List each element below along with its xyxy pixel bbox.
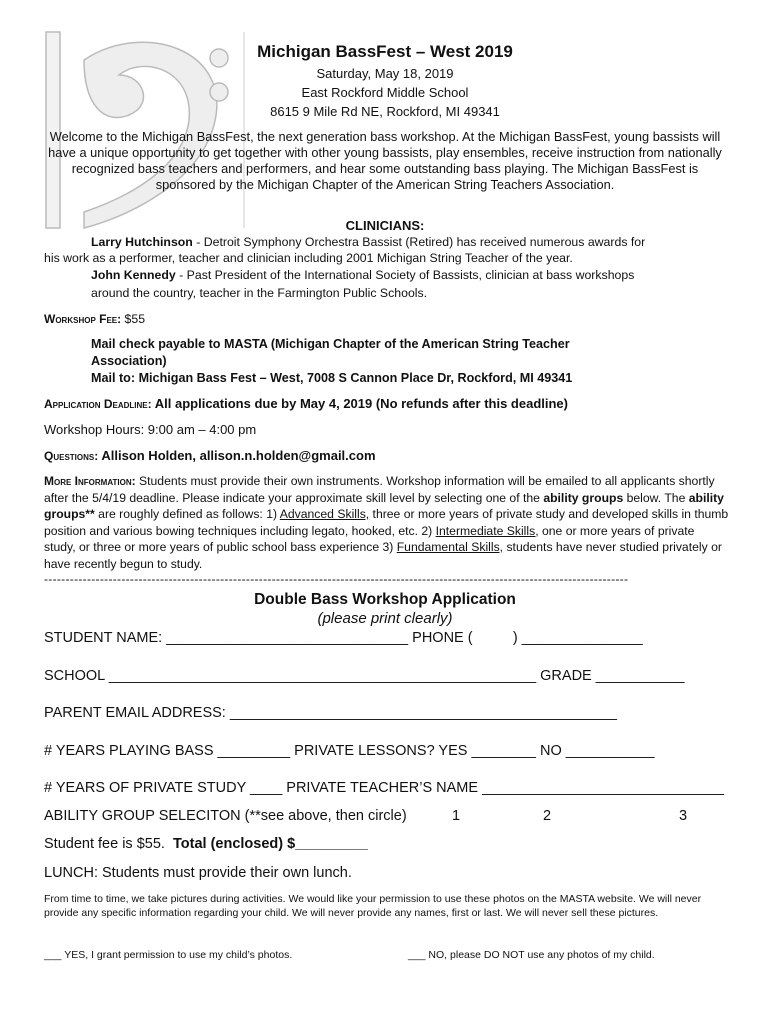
workshop-hours: Workshop Hours: 9:00 am – 4:00 pm — [44, 422, 257, 437]
lunch-notice: LUNCH: Students must provide their own lunch. — [44, 865, 352, 881]
mail-check-line-2: Association) — [91, 354, 167, 368]
total-enclosed-field[interactable]: Total (enclosed) $_________ — [172, 836, 368, 852]
ability-group-label: ABILITY GROUP SELECITON (**see above, then circle) — [44, 808, 407, 824]
student-fee-line — [44, 836, 368, 852]
school-field[interactable]: SCHOOL _____________________________________________________ GRADE ___________ — [44, 668, 685, 684]
more-info-text: one or more years of private study, or three or more years of public school bass experience 3) — [44, 523, 695, 554]
workshop-fee-value: $55 — [121, 312, 146, 326]
ability-option-1[interactable]: 1 — [452, 808, 461, 824]
student-name-field[interactable]: STUDENT NAME: ______________________________ PHONE ( ) _______________ — [44, 630, 643, 646]
questions — [44, 448, 376, 464]
more-info-text: are roughly defined as follows: 1) — [94, 507, 280, 521]
mail-to: Mail to: Michigan Bass Fest – West, 7008 S Cannon Place Dr, Rockford, MI 49341 — [91, 371, 573, 385]
ability-option-2[interactable]: 2 — [543, 808, 552, 824]
photo-permission-notice: From time to time, we take pictures during activities. We would like your permission to use these photos on the MASTA website. We will never provide any specific information regarding your child. We will never provide any names, first or last. We will never sell these pictures. — [44, 893, 702, 919]
intermediate-skills-term: Intermediate Skills, — [435, 523, 539, 538]
more-info-text: three or more years of private study and developed skills in thumb position and various bowing techniques including legato, hooked, etc. 2) — [44, 507, 729, 538]
parent-email-field[interactable]: PARENT EMAIL ADDRESS: ________________________________________________ — [44, 705, 617, 721]
application-deadline — [44, 396, 568, 412]
ability-groups-term: ability groups — [543, 490, 624, 505]
clinician-1-name: Larry Hutchinson — [91, 235, 193, 249]
questions-contact: Allison Holden, allison.n.holden@gmail.com — [98, 448, 376, 463]
more-info-text: Students must provide their own instruments. Workshop information will be emailed to all applicants shortly after the 5/4/19 deadline. Please indicate your approximate skill level by selecting one of the — [44, 474, 715, 505]
application-subtitle: (please print clearly) — [317, 610, 453, 627]
workshop-fee-label: Workshop Fee: — [44, 312, 122, 326]
questions-label: Questions: — [44, 449, 99, 463]
years-private-field[interactable]: # YEARS OF PRIVATE STUDY ____ PRIVATE TEACHER’S NAME ______________________________ — [44, 780, 725, 796]
deadline-label: Application Deadline: — [44, 397, 152, 411]
fundamental-skills-term: Fundamental Skills, — [396, 540, 504, 554]
cut-line-separator: ---------------------------------------------------------------------------------------------------------------------------------------- — [44, 572, 629, 586]
photo-no-option[interactable]: ___ NO, please DO NOT use any photos of my child. — [408, 949, 655, 961]
event-venue: East Rockford Middle School — [301, 85, 469, 100]
clinician-2-line-2: around the country, teacher in the Farmington Public Schools. — [91, 286, 428, 300]
deadline-value: All applications due by May 4, 2019 (No refunds after this deadline) — [151, 396, 568, 411]
ability-groups-term: ability groups** — [44, 490, 724, 521]
event-date: Saturday, May 18, 2019 — [316, 66, 454, 81]
clinician-2-text: - Past President of the International Society of Bassists, clinician at bass workshops — [175, 268, 635, 282]
event-address: 8615 9 Mile Rd NE, Rockford, MI 49341 — [270, 104, 500, 119]
clinician-2-line-1 — [91, 267, 731, 283]
clinician-1-text: - Detroit Symphony Orchestra Bassist (Retired) has received numerous awards for — [192, 235, 646, 249]
student-fee-text: Student fee is $55. — [44, 836, 173, 852]
years-playing-field[interactable]: # YEARS PLAYING BASS _________ PRIVATE LESSONS? YES ________ NO ___________ — [44, 743, 655, 759]
workshop-fee — [44, 311, 145, 327]
photo-yes-option[interactable]: ___ YES, I grant permission to use my child’s photos. — [44, 949, 293, 961]
more-info-text: below. The — [623, 490, 689, 505]
application-title: Double Bass Workshop Application — [254, 591, 516, 608]
clinician-2-name: John Kennedy — [91, 268, 176, 282]
clinician-1-line-2: his work as a performer, teacher and clinician including 2001 Michigan String Teacher of the year. — [44, 251, 573, 265]
clinicians-heading: CLINICIANS: — [345, 218, 425, 233]
ability-option-3[interactable]: 3 — [679, 808, 688, 824]
clinician-1-line-1 — [91, 234, 731, 250]
advanced-skills-term: Advanced Skills, — [279, 507, 370, 521]
mail-check-line-1: Mail check payable to MASTA (Michigan Chapter of the American String Teacher — [91, 337, 570, 351]
more-info-label: More Information: — [44, 474, 136, 488]
more-information — [44, 473, 729, 572]
more-info-text: students have never studied privately or have recently begun to study. — [44, 540, 722, 571]
intro-paragraph: Welcome to the Michigan BassFest, the next generation bass workshop. At the Michigan BassFest, young bassists will have a unique opportunity to get together with other young bassists, play ensembles, receive instruction from nationally recognized bass teachers and performers, and hear some outstanding bass playing. The Michigan BassFest is sponsored by the Michigan Chapter of the American String Teachers Association. — [48, 129, 722, 192]
page-title: Michigan BassFest – West 2019 — [257, 42, 513, 61]
